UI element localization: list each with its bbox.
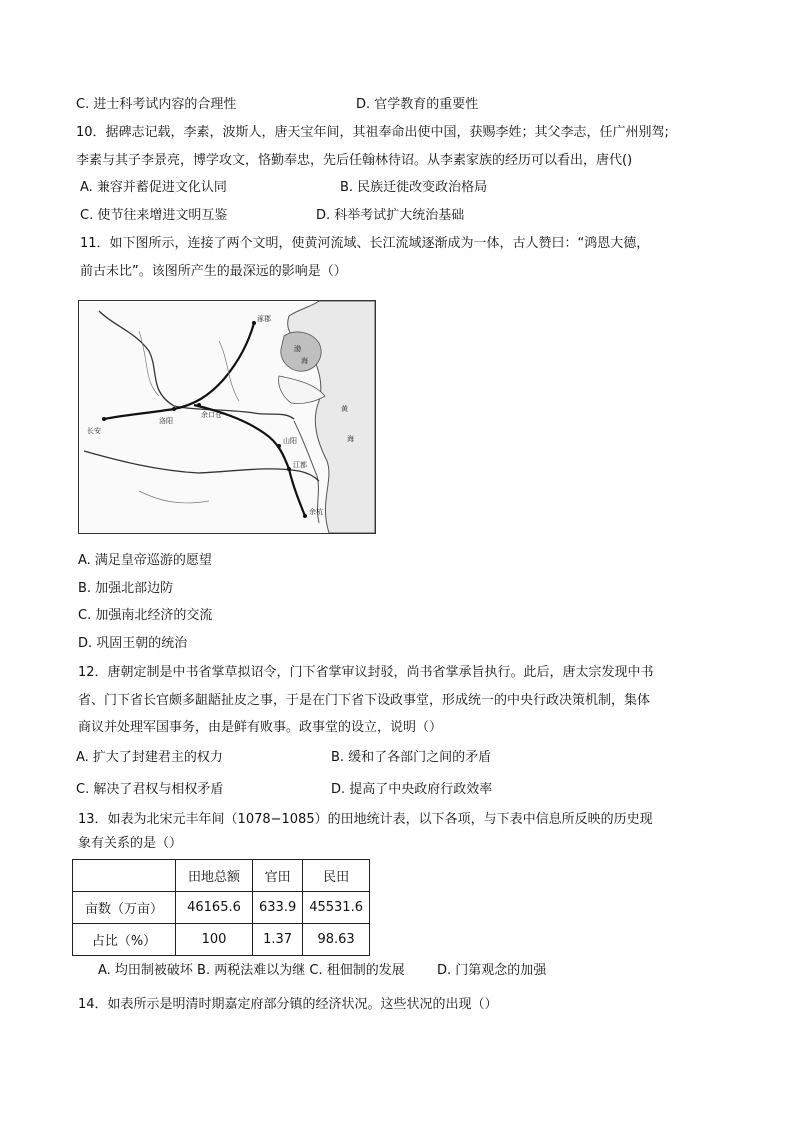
table-cell: 亩数（万亩） — [73, 892, 176, 924]
map-label-shanyang: 山阳 — [283, 437, 297, 445]
table-row — [73, 924, 370, 956]
table-row — [73, 892, 370, 924]
table-header-cell — [73, 860, 176, 892]
q13-option-d: D. 门第观念的加强 — [437, 963, 547, 978]
q10-option-d: D. 科举考试扩大统治基础 — [316, 208, 465, 223]
map-label-bo: 渤 — [294, 345, 301, 353]
table-cell: 633.9 — [253, 892, 303, 924]
table-cell: 45531.6 — [303, 892, 370, 924]
q11-option-b: B. 加强北部边防 — [78, 581, 174, 596]
table-header-row — [73, 860, 370, 892]
q12-option-b: B. 缓和了各部门之间的矛盾 — [331, 750, 492, 765]
table-cell: 100 — [176, 924, 253, 956]
q10-option-c: C. 使节往来增进文明互鉴 — [80, 208, 228, 223]
q11-option-d: D. 巩固王朝的统治 — [78, 636, 188, 651]
table-header-cell: 民田 — [303, 860, 370, 892]
q12-option-c: C. 解决了君权与相权矛盾 — [76, 782, 224, 797]
q13-stem-line1: 13．如表为北宋元丰年间（1078−1085）的田地统计表，以下各项，与下表中信息所反映的历史现 — [78, 812, 653, 827]
q11-option-c: C. 加强南北经济的交流 — [78, 608, 213, 623]
q11-stem-line2: 前古未比”。该图所产生的最深远的影响是（） — [80, 264, 347, 279]
table-header-cell: 官田 — [253, 860, 303, 892]
q13-options-abc: A. 均田制被破坏 B. 两税法难以为继 C. 租佃制的发展 — [98, 963, 405, 978]
q10-stem-line1: 10．据碑志记载，李素，波斯人，唐天宝年间，其祖奉命出使中国，获赐李姓；其父李志，任广州别驾; — [76, 125, 669, 140]
q12-stem-line3: 商议并处理军国事务，由是鲜有败事。政事堂的设立，说明（） — [78, 720, 443, 735]
q12-stem-line1: 12．唐朝定制是中书省掌草拟诏令，门下省掌审议封驳，尚书省掌承旨执行。此后，唐太宗发现中书 — [78, 665, 654, 680]
q10-option-a: A. 兼容并蓄促进文化认同 — [80, 180, 227, 195]
grand-canal-map — [78, 300, 376, 534]
q12-option-d: D. 提高了中央政府行政效率 — [331, 782, 493, 797]
land-statistics-table — [72, 859, 370, 956]
q11-option-a: A. 满足皇帝巡游的愿望 — [78, 553, 212, 568]
q12-option-a: A. 扩大了封建君主的权力 — [76, 750, 223, 765]
map-label-hai-2: 海 — [347, 435, 354, 443]
table-cell: 46165.6 — [176, 892, 253, 924]
map-label-huang: 黄 — [341, 405, 348, 413]
table-header-cell: 田地总额 — [176, 860, 253, 892]
map-label-yukoucang: 余口仓 — [201, 411, 222, 419]
table-cell: 占比（%） — [73, 924, 176, 956]
q9-option-d: D. 官学教育的重要性 — [356, 97, 479, 112]
q13-stem-line2: 象有关系的是（） — [78, 836, 183, 851]
q10-option-b: B. 民族迁徙改变政治格局 — [340, 180, 488, 195]
map-label-hai-1: 海 — [301, 357, 308, 365]
map-label-luoyang: 洛阳 — [159, 417, 173, 425]
q10-stem-line2: 李素与其子李景亮，博学攻文，恪勤奉忠，先后任翰林待诏。从李素家族的经历可以看出，唐代() — [76, 153, 633, 168]
map-label-zhuojun: 涿郡 — [257, 315, 271, 323]
table-cell: 98.63 — [303, 924, 370, 956]
map-label-jiangdu: 江都 — [293, 461, 307, 469]
q14-stem-line1: 14．如表所示是明清时期嘉定府部分镇的经济状况。这些状况的出现（） — [78, 997, 498, 1012]
map-label-yuhang: 余杭 — [309, 508, 323, 516]
q12-stem-line2: 省、门下省长官颇多龃龉扯皮之事，于是在门下省下设政事堂，形成统一的中央行政决策机制，集体 — [78, 693, 651, 708]
map-label-changan: 长安 — [87, 427, 101, 435]
q9-option-c: C. 进士科考试内容的合理性 — [76, 97, 237, 112]
q11-stem-line1: 11．如下图所示，连接了两个文明，使黄河流域、长江流域逐渐成为一体，古人赞曰：“鸿恩大德， — [80, 236, 650, 251]
table-cell: 1.37 — [253, 924, 303, 956]
